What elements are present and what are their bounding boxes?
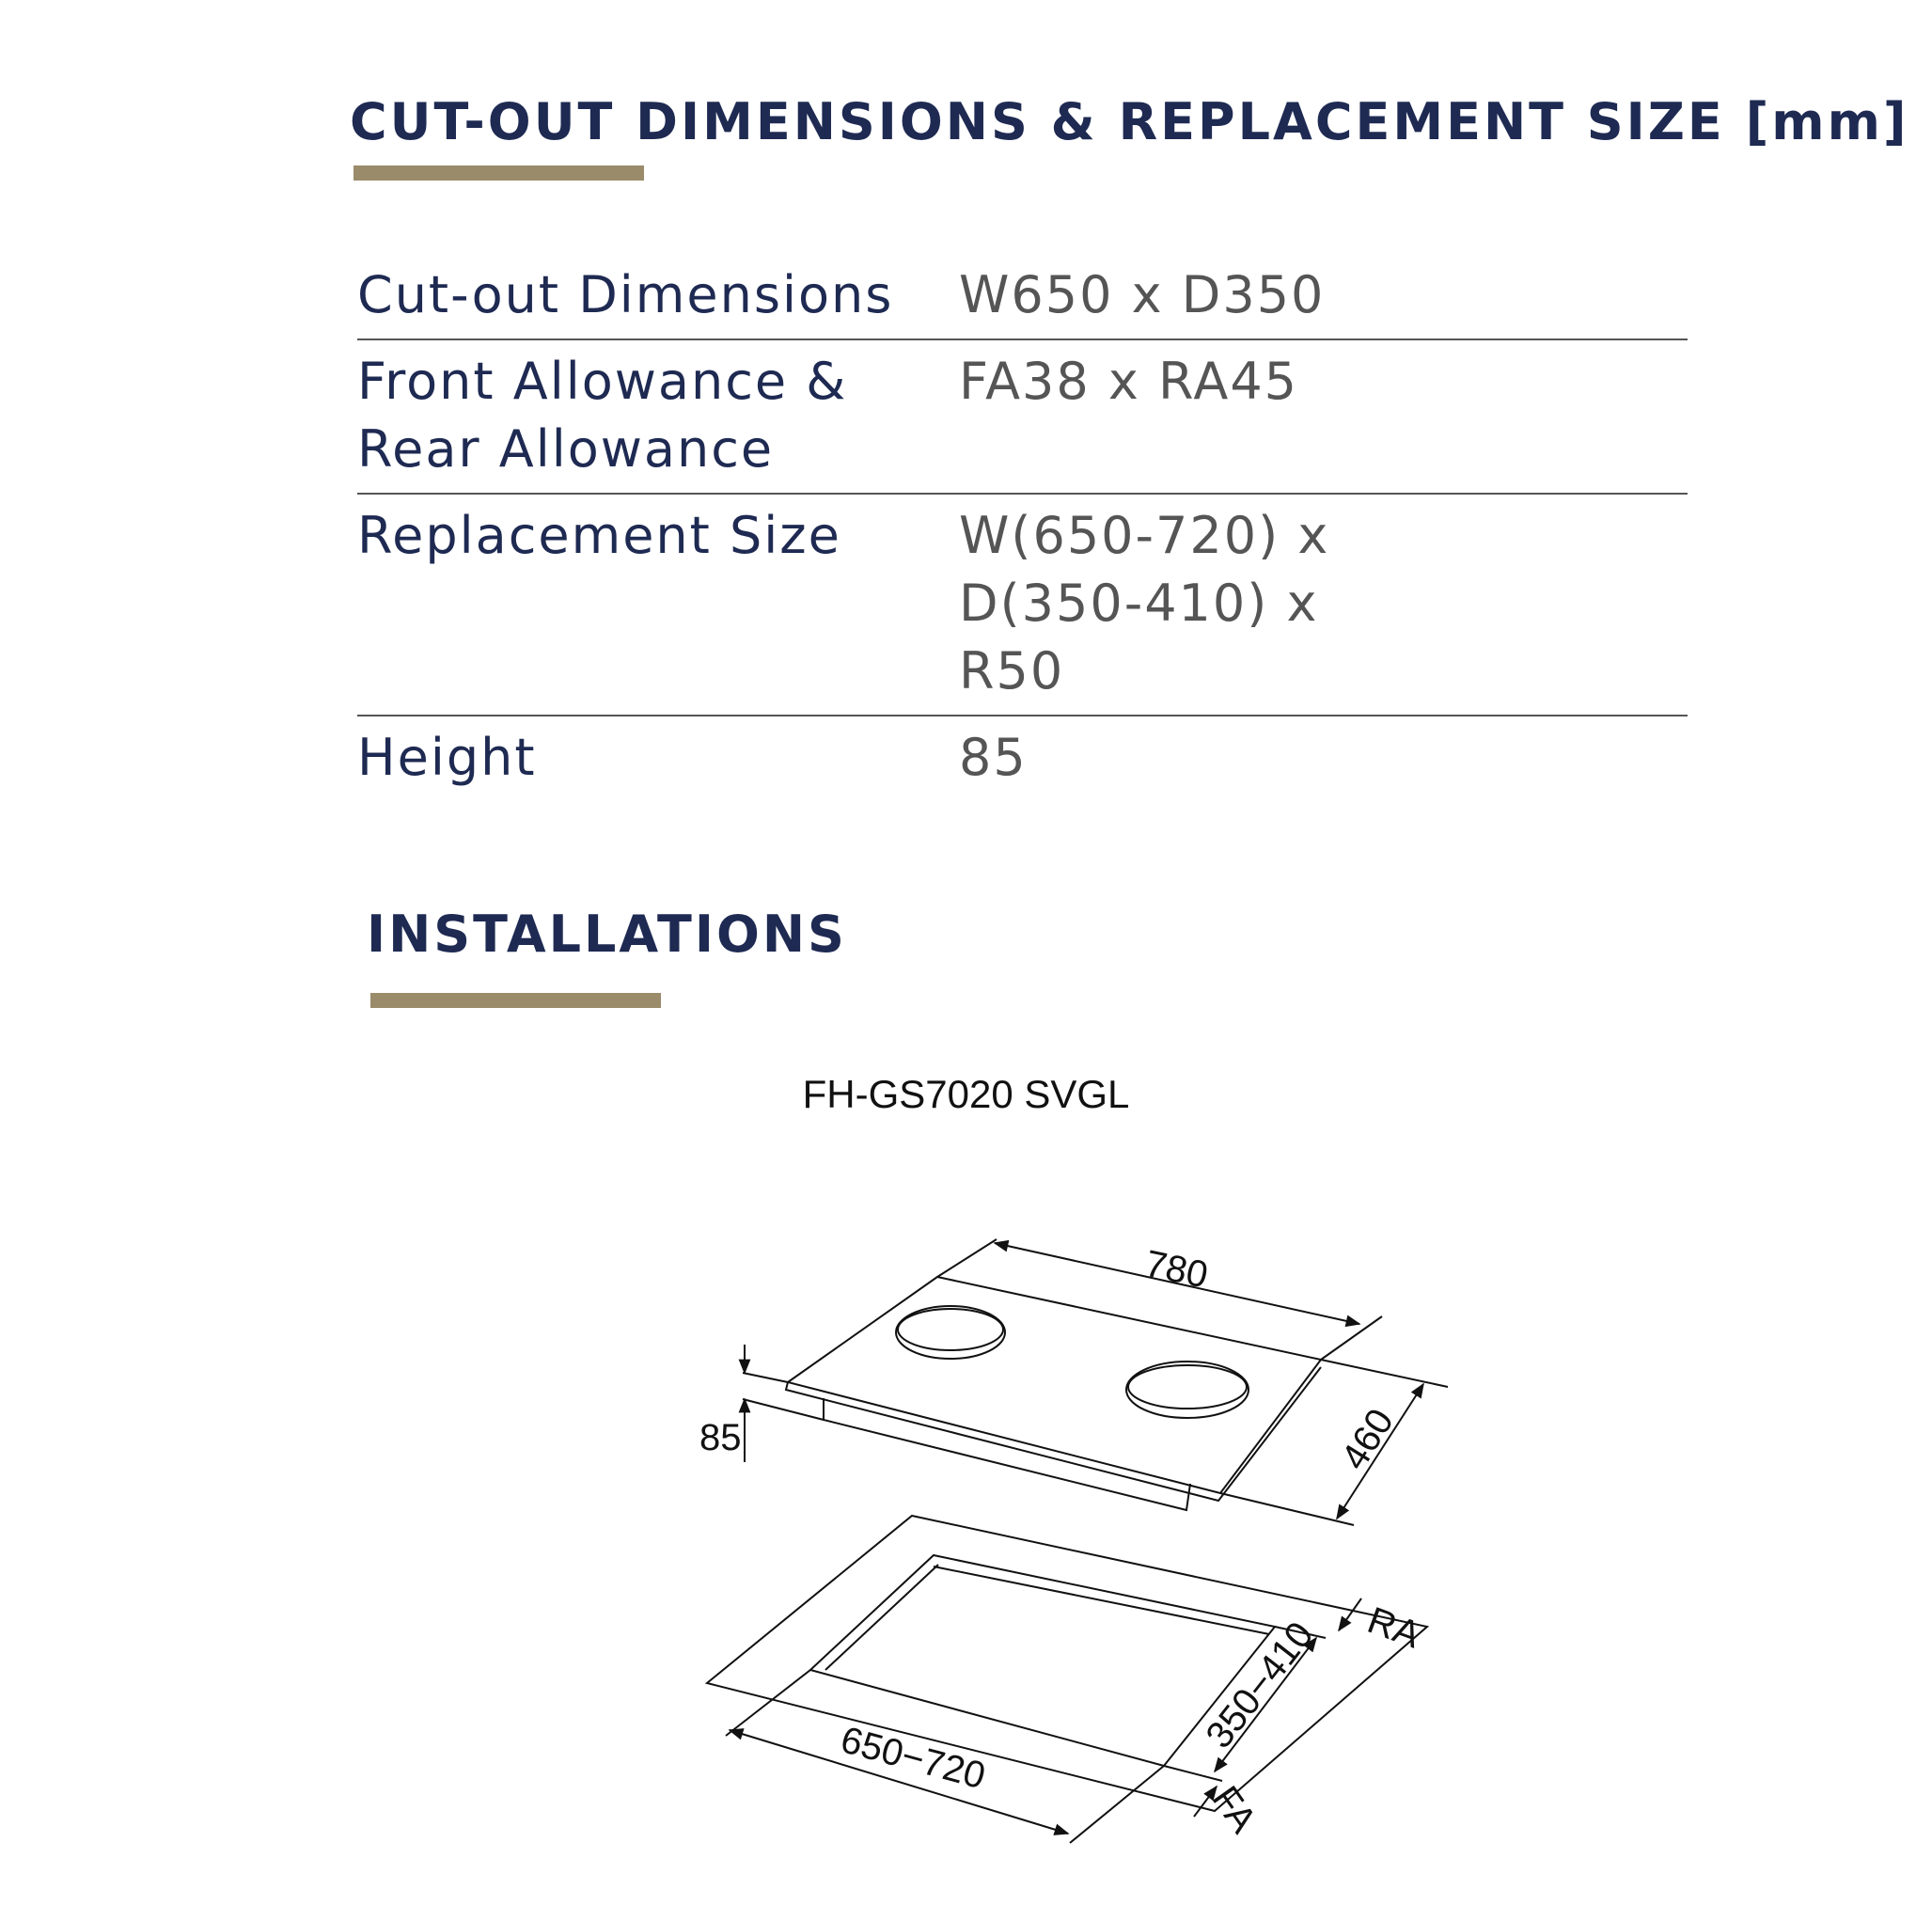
spec-table [357, 254, 1688, 801]
spec-label: Cut-out Dimensions [357, 265, 894, 324]
dim-label-350-410: 350−410 [1198, 1614, 1322, 1756]
dim-780-line [995, 1243, 1359, 1324]
dim-label-ra: RA [1361, 1599, 1426, 1657]
dim-350-ext-top [1275, 1627, 1326, 1638]
dim-85-ext-bottom [743, 1399, 824, 1420]
burner-right [1126, 1362, 1249, 1418]
burner-right-inner [1128, 1365, 1247, 1409]
dim-780-ext-right [1321, 1316, 1382, 1360]
spec-row [357, 716, 1688, 801]
hob-base-body [824, 1398, 1190, 1510]
title-accent-bar [353, 165, 644, 181]
hob-front-edge [786, 1367, 1321, 1501]
dim-label-780: 780 [1141, 1242, 1212, 1297]
dim-label-650-720: 650−720 [836, 1719, 990, 1798]
dim-350-ext-bottom [1164, 1766, 1222, 1781]
dim-460-ext-top [1321, 1360, 1448, 1387]
model-label: FH-GS7020 SVGL [802, 1072, 1130, 1116]
spec-value: W650 x D350 [959, 265, 1326, 324]
dim-label-460: 460 [1333, 1401, 1403, 1477]
dim-460-ext-bottom [1220, 1493, 1354, 1525]
burner-left [896, 1306, 1005, 1359]
hob-top-outline [788, 1277, 1321, 1493]
cutout-section-title: CUT-OUT DIMENSIONS & REPLACEMENT SIZE [mm] [350, 92, 1909, 151]
spec-row [357, 495, 1688, 716]
spec-row [357, 254, 1688, 340]
spec-value: 85 [959, 728, 1028, 787]
spec-label: Height [357, 728, 537, 787]
dim-fa-line [1194, 1787, 1217, 1817]
spec-value: W(650-720) x D(350-410) x R50 [959, 506, 1330, 701]
dim-650-line [730, 1730, 1068, 1834]
burner-left-inner [898, 1309, 1003, 1350]
dim-650-ext-right [1070, 1766, 1164, 1843]
dim-650-ext-left [726, 1670, 810, 1736]
spec-label: Replacement Size [357, 506, 841, 565]
dim-label-fa: FA [1203, 1778, 1264, 1841]
dim-460-line [1337, 1384, 1423, 1519]
spec-row [357, 340, 1688, 495]
dim-ra-line [1339, 1598, 1361, 1630]
countertop-outline [707, 1516, 1427, 1811]
cutout-outline [810, 1555, 1275, 1766]
cutout-inner-edge [934, 1567, 1269, 1634]
spec-label: Front Allowance & Rear Allowance [357, 352, 848, 479]
dim-350-line [1215, 1638, 1316, 1771]
installations-section-title: INSTALLATIONS [367, 905, 847, 964]
dim-85-ext-top [743, 1373, 788, 1382]
spec-value: FA38 x RA45 [959, 352, 1299, 411]
title-accent-bar [370, 993, 661, 1008]
dim-label-85: 85 [699, 1417, 742, 1458]
dim-780-ext-left [937, 1239, 997, 1277]
cutout-inner-edge-left [825, 1565, 938, 1670]
